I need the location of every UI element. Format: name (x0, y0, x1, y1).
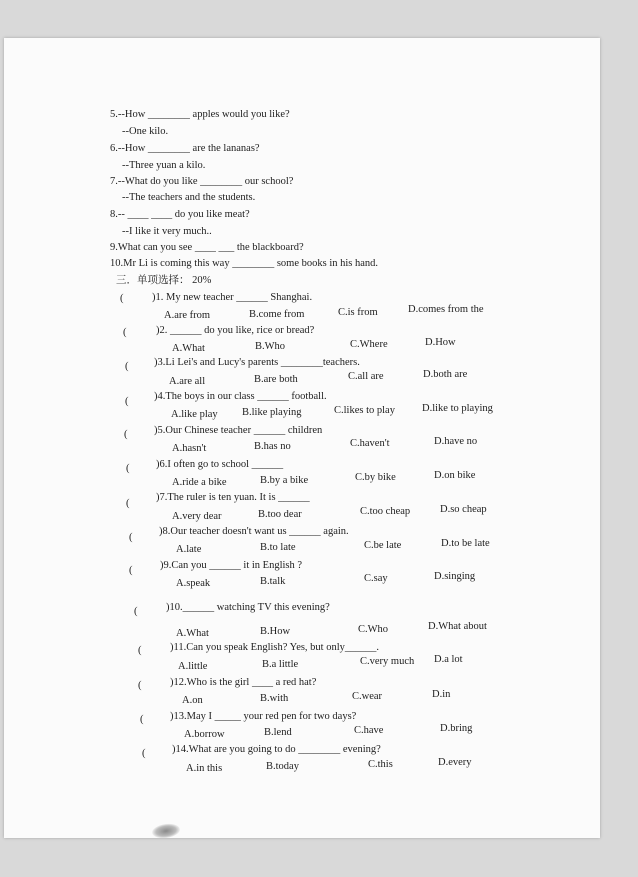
mcq-9-paren: ( (129, 565, 133, 576)
mcq-13-opt-b[interactable]: B.lend (264, 727, 292, 738)
mcq-13-opt-a[interactable]: A.borrow (184, 729, 225, 740)
fill-a6: --Three yuan a kilo. (122, 160, 206, 171)
mcq-2-opt-a[interactable]: A.What (172, 343, 205, 354)
fill-a5: --One kilo. (122, 126, 169, 137)
mcq-11-opt-c[interactable]: C.very much (360, 656, 415, 667)
mcq-3-paren: ( (125, 361, 129, 372)
mcq-12-opt-c[interactable]: C.wear (352, 691, 383, 702)
mcq-11-paren: ( (138, 645, 142, 656)
mcq-6-opt-a[interactable]: A.ride a bike (172, 477, 227, 488)
mcq-8-question: )8.Our teacher doesn't want us ______ again. (159, 526, 349, 537)
mcq-2-question: )2. ______ do you like, rice or bread? (156, 325, 315, 336)
mcq-9-question: )9.Can you ______ it in English ? (160, 560, 303, 571)
mcq-7-opt-a[interactable]: A.very dear (172, 511, 222, 522)
mcq-6-opt-b[interactable]: B.by a bike (260, 475, 309, 486)
mcq-12-paren: ( (138, 680, 142, 691)
mcq-1-paren: ( (120, 293, 124, 304)
mcq-9-opt-a[interactable]: A.speak (176, 578, 211, 589)
fill-q7: 7.--What do you like ________ our school? (110, 176, 294, 187)
mcq-12-opt-d[interactable]: D.in (432, 689, 451, 700)
mcq-2-opt-b[interactable]: B.Who (255, 341, 286, 352)
mcq-6-opt-d[interactable]: D.on bike (434, 470, 476, 481)
mcq-5-question: )5.Our Chinese teacher ______ children (154, 425, 323, 436)
mcq-1-opt-c[interactable]: C.is from (338, 307, 378, 318)
section-title: 三．单项选择： 20% (116, 275, 212, 286)
mcq-8-opt-c[interactable]: C.be late (364, 540, 402, 551)
mcq-13-paren: ( (140, 714, 144, 725)
mcq-9-opt-b[interactable]: B.talk (260, 576, 286, 587)
mcq-3-opt-a[interactable]: A.are all (169, 376, 206, 387)
ink-smudge (151, 822, 181, 840)
mcq-5-opt-a[interactable]: A.hasn't (172, 443, 207, 454)
mcq-11-question: )11.Can you speak English? Yes, but only______. (170, 642, 380, 653)
mcq-13-opt-c[interactable]: C.have (354, 725, 384, 736)
exam-page (4, 38, 600, 838)
mcq-13-opt-d[interactable]: D.bring (440, 723, 473, 734)
mcq-1-opt-d[interactable]: D.comes from the (408, 304, 484, 315)
fill-q8: 8.-- ____ ____ do you like meat? (110, 209, 250, 220)
mcq-10-opt-c[interactable]: C.Who (358, 624, 389, 635)
mcq-4-opt-c[interactable]: C.likes to play (334, 405, 395, 416)
mcq-2-paren: ( (123, 327, 127, 338)
mcq-1-question: )1. My new teacher ______ Shanghai. (152, 292, 313, 303)
mcq-7-opt-d[interactable]: D.so cheap (440, 504, 487, 515)
mcq-5-opt-d[interactable]: D.have no (434, 436, 478, 447)
mcq-9-opt-c[interactable]: C.say (364, 573, 388, 584)
mcq-9-opt-d[interactable]: D.singing (434, 571, 476, 582)
mcq-5-opt-b[interactable]: B.has no (254, 441, 291, 452)
mcq-5-paren: ( (124, 429, 128, 440)
mcq-10-opt-d[interactable]: D.What about (428, 621, 487, 632)
mcq-3-question: )3.Li Lei's and Lucy's parents ________teachers. (154, 357, 360, 368)
mcq-6-opt-c[interactable]: C.by bike (355, 472, 396, 483)
mcq-11-opt-b[interactable]: B.a little (262, 659, 299, 670)
mcq-7-question: )7.The ruler is ten yuan. It is ______ (156, 492, 310, 503)
mcq-10-opt-b[interactable]: B.How (260, 626, 291, 637)
mcq-14-opt-d[interactable]: D.every (438, 757, 472, 768)
mcq-8-opt-d[interactable]: D.to be late (441, 538, 490, 549)
fill-q9: 9.What can you see ____ ___ the blackboard? (110, 242, 304, 253)
mcq-5-opt-c[interactable]: C.haven't (350, 438, 390, 449)
mcq-10-paren: ( (134, 606, 138, 617)
mcq-4-opt-b[interactable]: B.like playing (242, 407, 302, 418)
mcq-1-opt-a[interactable]: A.are from (164, 310, 211, 321)
mcq-13-question: )13.May I _____ your red pen for two days? (170, 711, 357, 722)
mcq-1-opt-b[interactable]: B.come from (249, 309, 305, 320)
mcq-12-opt-a[interactable]: A.on (182, 695, 203, 706)
mcq-2-opt-d[interactable]: D.How (425, 337, 456, 348)
mcq-7-opt-c[interactable]: C.too cheap (360, 506, 411, 517)
fill-a7: --The teachers and the students. (122, 192, 256, 203)
mcq-12-opt-b[interactable]: B.with (260, 693, 289, 704)
fill-q6: 6.--How ________ are the lananas? (110, 143, 260, 154)
mcq-10-opt-a[interactable]: A.What (176, 628, 209, 639)
mcq-11-opt-d[interactable]: D.a lot (434, 654, 463, 665)
mcq-4-question: )4.The boys in our class ______ football. (154, 391, 327, 402)
mcq-7-paren: ( (126, 498, 130, 509)
mcq-14-opt-b[interactable]: B.today (266, 761, 299, 772)
mcq-6-paren: ( (126, 463, 130, 474)
mcq-8-opt-b[interactable]: B.to late (260, 542, 296, 553)
mcq-2-opt-c[interactable]: C.Where (350, 339, 388, 350)
mcq-10-question: )10.______ watching TV this evening? (166, 602, 330, 613)
mcq-3-opt-c[interactable]: C.all are (348, 371, 384, 382)
mcq-3-opt-b[interactable]: B.are both (254, 374, 298, 385)
mcq-8-paren: ( (129, 532, 133, 543)
mcq-14-opt-a[interactable]: A.in this (186, 763, 223, 774)
mcq-14-question: )14.What are you going to do ________ evening? (172, 744, 381, 755)
fill-a8: --I like it very much.. (122, 226, 212, 237)
mcq-8-opt-a[interactable]: A.late (176, 544, 202, 555)
fill-q10: 10.Mr Li is coming this way ________ some books in his hand. (110, 258, 379, 269)
mcq-4-opt-d[interactable]: D.like to playing (422, 403, 493, 414)
fill-q5: 5.--How ________ apples would you like? (110, 109, 290, 120)
mcq-12-question: )12.Who is the girl ____ a red hat? (170, 677, 317, 688)
mcq-14-opt-c[interactable]: C.this (368, 759, 393, 770)
mcq-7-opt-b[interactable]: B.too dear (258, 509, 302, 520)
mcq-6-question: )6.I often go to school ______ (156, 459, 284, 470)
mcq-3-opt-d[interactable]: D.both are (423, 369, 468, 380)
mcq-11-opt-a[interactable]: A.little (178, 661, 208, 672)
mcq-4-paren: ( (125, 396, 129, 407)
mcq-4-opt-a[interactable]: A.like play (171, 409, 218, 420)
mcq-14-paren: ( (142, 748, 146, 759)
